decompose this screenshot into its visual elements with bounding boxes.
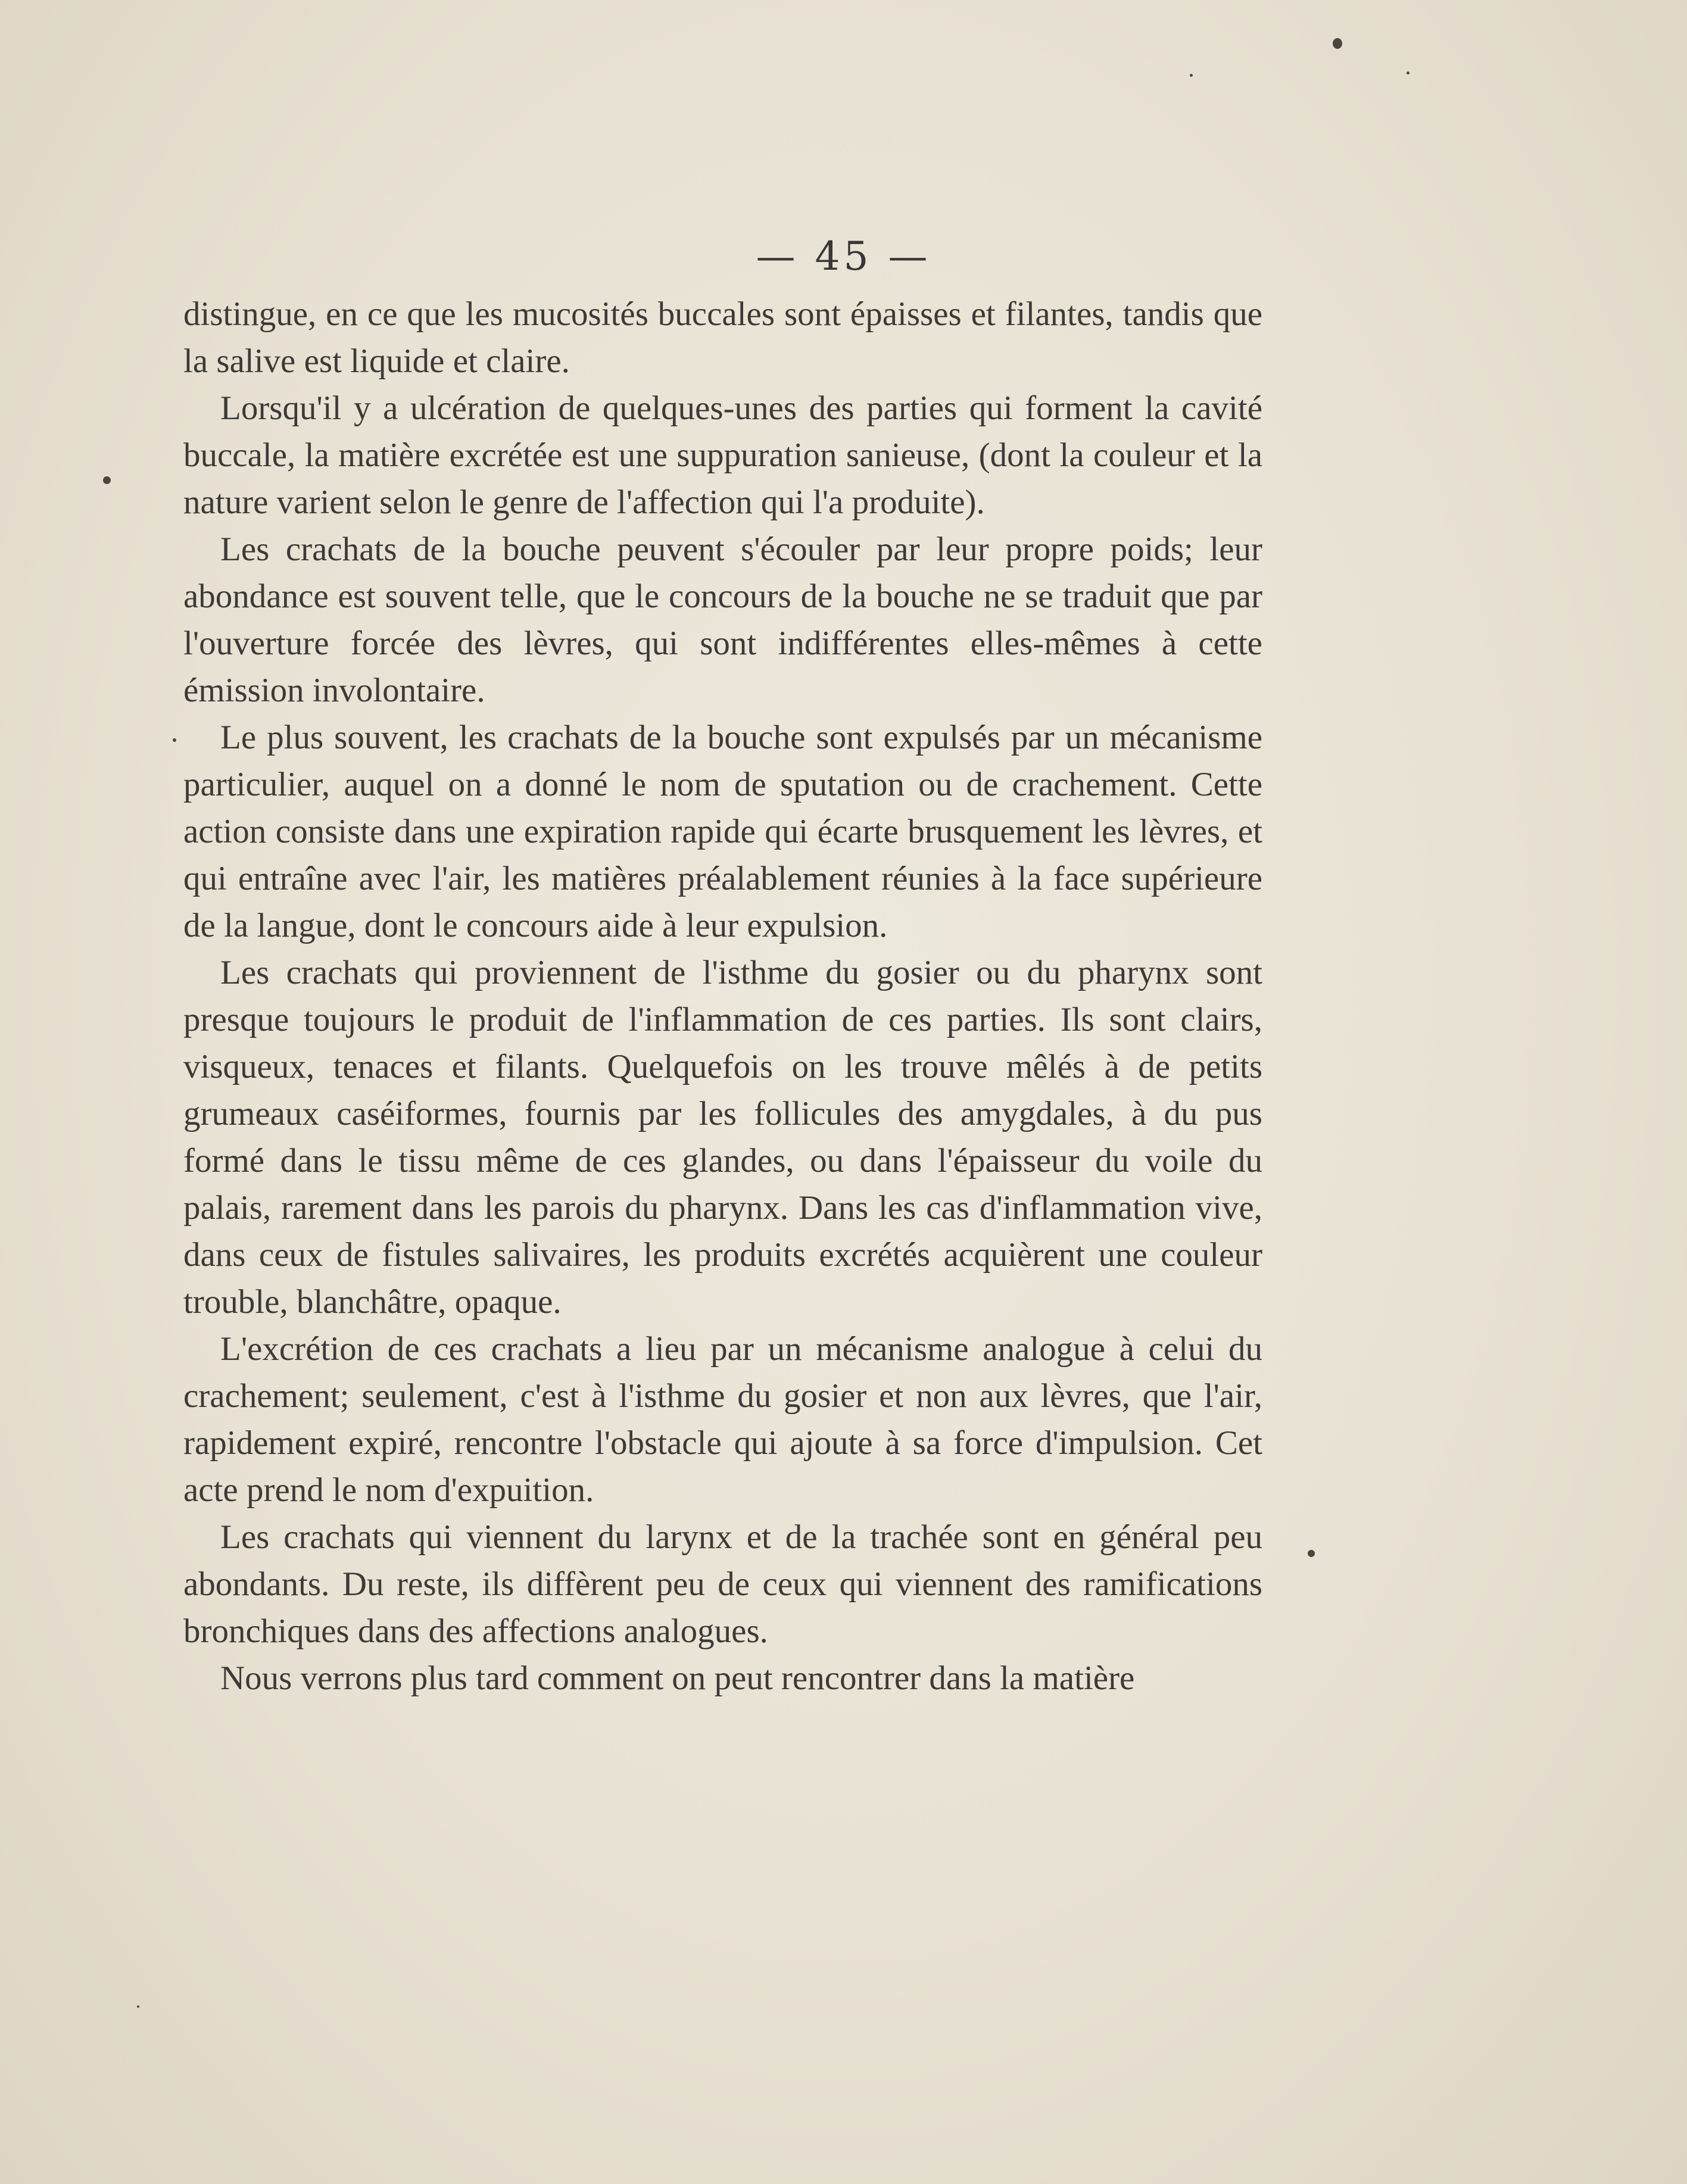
paper-speck [137, 2005, 139, 2008]
paragraph: Les crachats de la bouche peuvent s'écouler par leur propre poids; leur abondance est souvent telle, que le concours de la bouche ne se traduit que par l'ouverture forcée des lèvres, qui sont indifférentes elles-mêmes à cette émission involontaire. [183, 531, 1262, 709]
paper-speck [1308, 1550, 1315, 1557]
paragraph: Nous verrons plus tard comment on peut rencontrer dans la matière [220, 1659, 1135, 1697]
page-number: — 45 — [756, 233, 931, 279]
paper-speck [1333, 38, 1342, 49]
paper-speck [173, 738, 176, 742]
paper-speck [1407, 71, 1410, 74]
paper-speck [103, 476, 111, 484]
body-text [183, 291, 1262, 1702]
paragraph: Les crachats qui proviennent de l'isthme du gosier ou du pharynx sont presque toujours le produit de l'inflammation de ces parties. Ils sont clairs, visqueux, tenaces et filants. Quelquefois on les trouve mêlés à de petits grumeaux caséiformes, fournis par les follicules des amygdales, à du pus formé dans le tissu même de ces glandes, ou dans l'épaisseur du voile du palais, rarement dans les parois du pharynx. Dans les cas d'inflammation vive, dans ceux de fistules salivaires, les produits excrétés acquièrent une couleur trouble, blanchâtre, opaque. [183, 954, 1262, 1321]
paragraph-continuation: distingue, en ce que les mucosités buccales sont épaisses et filantes, tandis que la salive est liquide et claire. [183, 295, 1262, 380]
paragraph: Lorsqu'il y a ulcération de quelques-unes des parties qui forment la cavité buccale, la matière excrétée est une suppuration sanieuse, (dont la couleur et la nature varient selon le genre de l'affection qui l'a produite). [183, 389, 1262, 521]
paragraph: L'excrétion de ces crachats a lieu par un mécanisme analogue à celui du crachement; seulement, c'est à l'isthme du gosier et non aux lèvres, que l'air, rapidement expiré, rencontre l'obstacle qui ajoute à sa force d'impulsion. Cet acte prend le nom d'expuition. [183, 1330, 1262, 1509]
paragraph: Le plus souvent, les crachats de la bouche sont expulsés par un mécanisme particulier, auquel on a donné le nom de sputation ou de crachement. Cette action consiste dans une expiration rapide qui écarte brusquement les lèvres, et qui entraîne avec l'air, les matières préalablement réunies à la face supérieure de la langue, dont le concours aide à leur expulsion. [183, 719, 1262, 944]
paragraph: Les crachats qui viennent du larynx et de la trachée sont en général peu abondants. Du reste, ils diffèrent peu de ceux qui viennent des ramifications bronchiques dans des affections analogues. [183, 1518, 1262, 1650]
paper-speck [1190, 74, 1193, 77]
